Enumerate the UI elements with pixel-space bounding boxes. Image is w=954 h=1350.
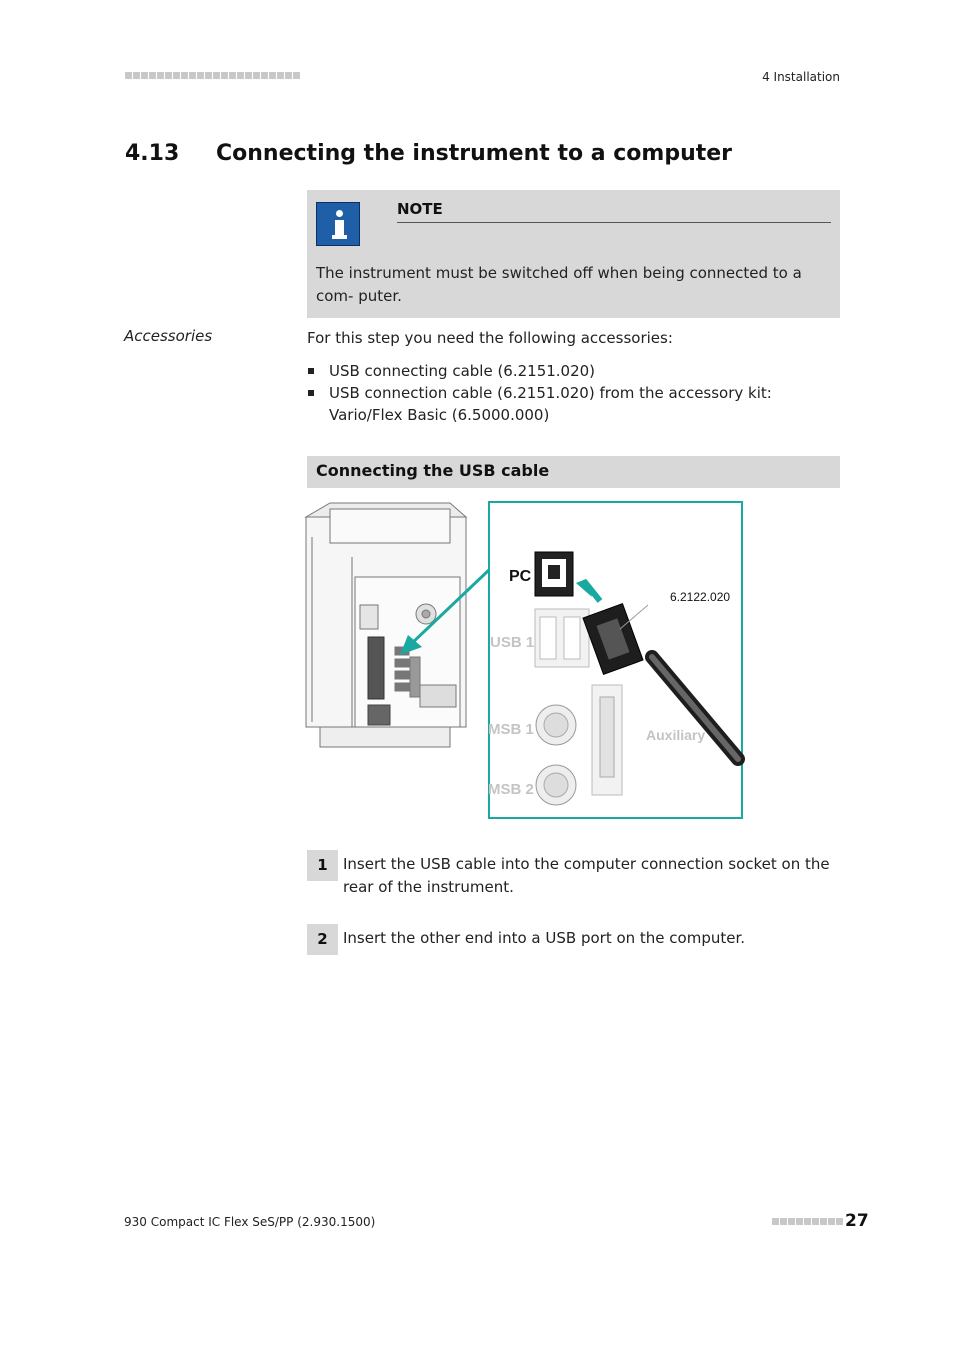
- section-number: 4.13: [125, 141, 180, 166]
- procedure-title: Connecting the USB cable: [316, 461, 550, 480]
- msb1-port-label: MSB 1: [488, 721, 534, 738]
- header-decoration: [125, 72, 300, 79]
- auxiliary-port-label: Auxiliary: [646, 727, 706, 743]
- step-number: 1: [307, 850, 338, 881]
- accessories-list: [307, 360, 840, 426]
- cable-part-number: 6.2122.020: [670, 590, 731, 604]
- msb2-port-label: MSB 2: [488, 781, 534, 798]
- info-icon: [316, 202, 360, 246]
- list-item: USB connection cable (6.2151.020) from the accessory kit: Vario/Flex Basic (6.5000.000): [307, 382, 840, 426]
- chapter-header: 4 Installation: [762, 70, 840, 84]
- accessories-intro: For this step you need the following accessories:: [307, 329, 673, 347]
- step-text: Insert the USB cable into the computer connection socket on the rear of the instrument.: [343, 855, 830, 896]
- list-item: USB connecting cable (6.2151.020): [307, 360, 840, 382]
- step-text: Insert the other end into a USB port on the computer.: [343, 929, 746, 947]
- note-text: The instrument must be switched off when being connected to a com- puter.: [316, 264, 802, 305]
- footer-decoration: [772, 1218, 843, 1225]
- pc-port-label: PC: [509, 568, 532, 585]
- detail-panel: [489, 502, 742, 818]
- footer-document: 930 Compact IC Flex SeS/PP (2.930.1500): [124, 1215, 376, 1229]
- page-number: 27: [845, 1211, 869, 1231]
- instrument-rear-illustration: [306, 503, 466, 747]
- procedure-heading: [307, 456, 840, 488]
- note-divider: [397, 222, 831, 223]
- accessories-label: Accessories: [124, 327, 213, 345]
- usb1-port-label: USB 1: [490, 634, 535, 651]
- note-box: [307, 190, 840, 318]
- step-number: 2: [307, 924, 338, 955]
- usb-connection-figure: [300, 497, 750, 822]
- note-label: NOTE: [397, 200, 443, 218]
- section-title: Connecting the instrument to a computer: [216, 141, 733, 166]
